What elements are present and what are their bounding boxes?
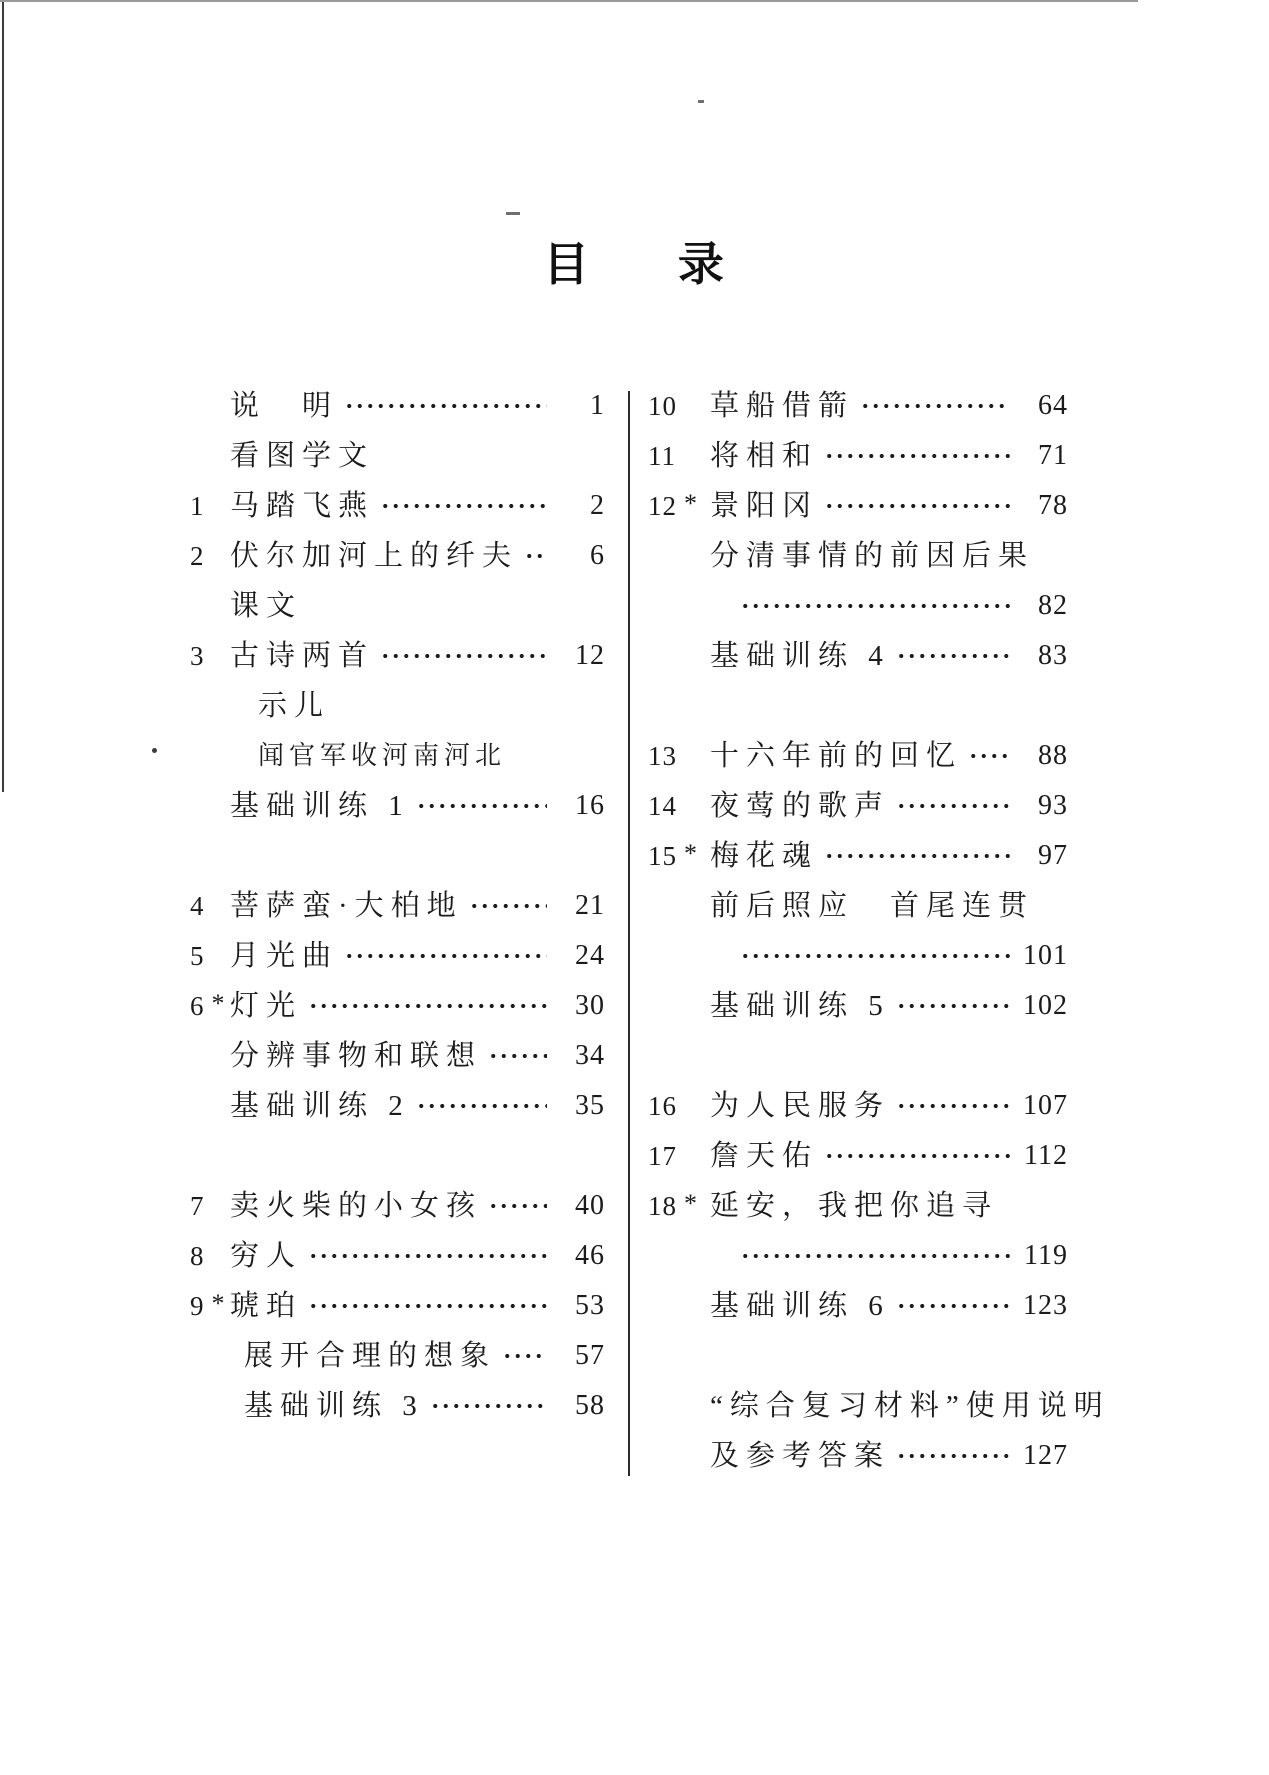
entry-title: 马踏飞燕 [230, 490, 375, 522]
dot-leader [822, 1151, 1010, 1161]
toc-row [190, 881, 605, 931]
toc-row [648, 381, 1068, 431]
entry-title: 闻官军收河南河北 [258, 741, 507, 770]
page-number: 123 [1023, 1290, 1068, 1321]
toc-row [648, 431, 1068, 481]
dot-leader [894, 651, 1010, 661]
toc-row [648, 1181, 1068, 1231]
toc-row [648, 631, 1068, 681]
dot-leader [894, 1451, 1010, 1461]
page-number: 12 [575, 640, 605, 671]
entry-number: 10 [648, 391, 677, 421]
toc-row [190, 1281, 605, 1331]
page-number: 46 [575, 1240, 605, 1271]
row-gap [190, 831, 605, 881]
page-number: 82 [1038, 590, 1068, 621]
entry-number: 13 [648, 741, 677, 771]
toc-row [648, 481, 1068, 531]
toc-row [190, 1031, 605, 1081]
dot-leader [738, 951, 1010, 961]
toc-row [190, 731, 605, 781]
toc-row [190, 1381, 605, 1431]
entry-title: 景阳冈 [710, 490, 819, 522]
entry-number: 17 [648, 1141, 677, 1171]
dot-leader [306, 1251, 547, 1261]
toc-column-right [648, 381, 1110, 1481]
page-number: 1 [590, 390, 605, 421]
toc-row [648, 731, 1068, 781]
toc-row [190, 1081, 605, 1131]
page-number: 101 [1023, 940, 1068, 971]
entry-number: 14 [648, 791, 677, 821]
page-number: 119 [1024, 1240, 1068, 1271]
dot-leader [894, 1301, 1010, 1311]
dot-leader [966, 751, 1010, 761]
entry-number: 9 * [190, 1281, 230, 1332]
toc-row [648, 831, 1068, 881]
entry-title: 梅花魂 [710, 840, 819, 872]
toc-row [648, 1131, 1068, 1181]
entry-title: 看图学文 [230, 440, 375, 472]
entry-title: 夜莺的歌声 [710, 790, 891, 822]
toc-row [648, 1431, 1068, 1481]
entry-number: 1 [190, 491, 205, 521]
dot-leader [342, 401, 547, 411]
toc-row [190, 981, 605, 1031]
star-marker: * [684, 488, 698, 518]
toc-row [190, 781, 605, 831]
toc-row [648, 931, 1068, 981]
page-number: 35 [575, 1090, 605, 1121]
page-number: 107 [1023, 1090, 1068, 1121]
page-number: 57 [575, 1340, 605, 1371]
toc-row [190, 531, 605, 581]
page-number: 30 [575, 990, 605, 1021]
row-gap [648, 1031, 1068, 1081]
toc-row [190, 1331, 605, 1381]
dot-leader [894, 1101, 1010, 1111]
entry-title: 前后照应 首尾连贯 [710, 890, 1035, 922]
entry-number: 4 [190, 891, 205, 921]
dot-leader [306, 1301, 547, 1311]
dot-leader [894, 1001, 1010, 1011]
entry-title: 琥珀 [230, 1290, 303, 1322]
scan-edge-top-line [0, 0, 1138, 2]
page-number: 24 [575, 940, 605, 971]
dot-leader [342, 951, 547, 961]
star-marker: * [211, 988, 226, 1018]
toc-row [190, 931, 605, 981]
entry-title: 基础训练 4 [710, 640, 890, 672]
dot-leader [822, 451, 1010, 461]
entry-title: 菩萨蛮·大柏地 [230, 890, 463, 922]
toc-row [648, 781, 1068, 831]
toc-row [190, 631, 605, 681]
entry-title: 古诗两首 [230, 640, 375, 672]
dot-leader [467, 901, 547, 911]
entry-number: 2 [190, 541, 205, 571]
entry-title: 月光曲 [230, 940, 339, 972]
toc-row [648, 581, 1068, 631]
page-title: 目 录 [543, 238, 726, 290]
entry-number: 8 [190, 1241, 205, 1271]
entry-number: 18 * [648, 1181, 710, 1232]
toc-row [190, 581, 605, 631]
entry-title: 课文 [230, 590, 303, 622]
scan-speck [698, 100, 704, 103]
dot-leader [858, 401, 1010, 411]
toc-row [648, 1281, 1068, 1331]
page-number: 83 [1038, 640, 1068, 671]
entry-title: 草船借箭 [710, 390, 855, 422]
dot-leader [486, 1201, 547, 1211]
dot-leader [500, 1351, 547, 1361]
page-number: 97 [1038, 840, 1068, 871]
entry-title: 展开合理的想象 [244, 1340, 497, 1372]
toc-row [190, 431, 605, 481]
entry-title: 及参考答案 [710, 1440, 891, 1472]
entry-number: 6 * [190, 981, 230, 1032]
entry-title: 说 明 [230, 390, 339, 422]
page-number: 34 [575, 1040, 605, 1071]
star-marker: * [211, 1288, 226, 1318]
page-number: 88 [1038, 740, 1068, 771]
entry-title: 将相和 [710, 440, 819, 472]
entry-title: 穷人 [230, 1240, 303, 1272]
column-divider [628, 391, 630, 1476]
page-number: 21 [575, 890, 605, 921]
scan-speck [506, 212, 520, 215]
page-number: 40 [575, 1190, 605, 1221]
entry-title: 詹天佑 [710, 1140, 819, 1172]
page-number: 6 [590, 540, 605, 571]
dot-leader [738, 601, 1010, 611]
toc-row [190, 381, 605, 431]
dot-leader [378, 651, 547, 661]
toc-row [190, 1181, 605, 1231]
scan-speck [152, 748, 157, 753]
toc-row [190, 481, 605, 531]
toc-row [648, 1381, 1110, 1431]
dot-leader [486, 1051, 547, 1061]
dot-leader [414, 801, 547, 811]
page-number: 58 [575, 1390, 605, 1421]
page-number: 102 [1023, 990, 1068, 1021]
entry-title: “综合复习材料”使用说明 [710, 1390, 1110, 1422]
row-gap [648, 681, 1068, 731]
toc-row [648, 1231, 1068, 1281]
dot-leader [306, 1001, 547, 1011]
dot-leader [822, 501, 1010, 511]
toc-row [190, 681, 605, 731]
page-number: 64 [1038, 390, 1068, 421]
entry-title: 卖火柴的小女孩 [230, 1190, 483, 1222]
page-number: 71 [1038, 440, 1068, 471]
row-gap [190, 1131, 605, 1181]
dot-leader [522, 551, 547, 561]
dot-leader [414, 1101, 547, 1111]
toc-row [190, 1231, 605, 1281]
dot-leader [428, 1401, 547, 1411]
entry-title: 为人民服务 [710, 1090, 891, 1122]
entry-title: 分辨事物和联想 [230, 1040, 483, 1072]
toc-columns [190, 381, 1110, 1481]
page-number: 112 [1024, 1140, 1068, 1171]
toc-row [648, 531, 1068, 581]
entry-title: 示儿 [258, 690, 331, 722]
star-marker: * [684, 838, 698, 868]
page-number: 16 [575, 790, 605, 821]
entry-number: 7 [190, 1191, 205, 1221]
toc-row [648, 881, 1068, 931]
toc-row [648, 1081, 1068, 1131]
page-number: 78 [1038, 490, 1068, 521]
star-marker: * [684, 1188, 698, 1218]
toc-column-left [190, 381, 605, 1431]
page-number: 53 [575, 1290, 605, 1321]
toc-row [648, 981, 1068, 1031]
entry-title: 十六年前的回忆 [710, 740, 963, 772]
entry-number: 15 * [648, 831, 710, 882]
page-number: 2 [590, 490, 605, 521]
entry-number: 3 [190, 641, 205, 671]
entry-title: 基础训练 6 [710, 1290, 890, 1322]
entry-title: 基础训练 2 [230, 1090, 410, 1122]
entry-number: 12 * [648, 481, 710, 532]
entry-title: 灯光 [230, 990, 303, 1022]
entry-title: 伏尔加河上的纤夫 [230, 540, 519, 572]
dot-leader [378, 501, 547, 511]
entry-title: 延安，我把你追寻 [710, 1190, 999, 1222]
page-number: 93 [1038, 790, 1068, 821]
entry-title: 基础训练 5 [710, 990, 890, 1022]
entry-title: 分清事情的前因后果 [710, 540, 1035, 572]
scan-edge-left-line [2, 0, 4, 792]
entry-number: 5 [190, 941, 205, 971]
row-gap [648, 1331, 1068, 1381]
entry-title: 基础训练 1 [230, 790, 410, 822]
page-number: 127 [1023, 1440, 1068, 1471]
dot-leader [894, 801, 1010, 811]
entry-number: 16 [648, 1091, 677, 1121]
dot-leader [738, 1251, 1010, 1261]
dot-leader [822, 851, 1010, 861]
entry-title: 基础训练 3 [244, 1390, 424, 1422]
entry-number: 11 [648, 441, 676, 471]
